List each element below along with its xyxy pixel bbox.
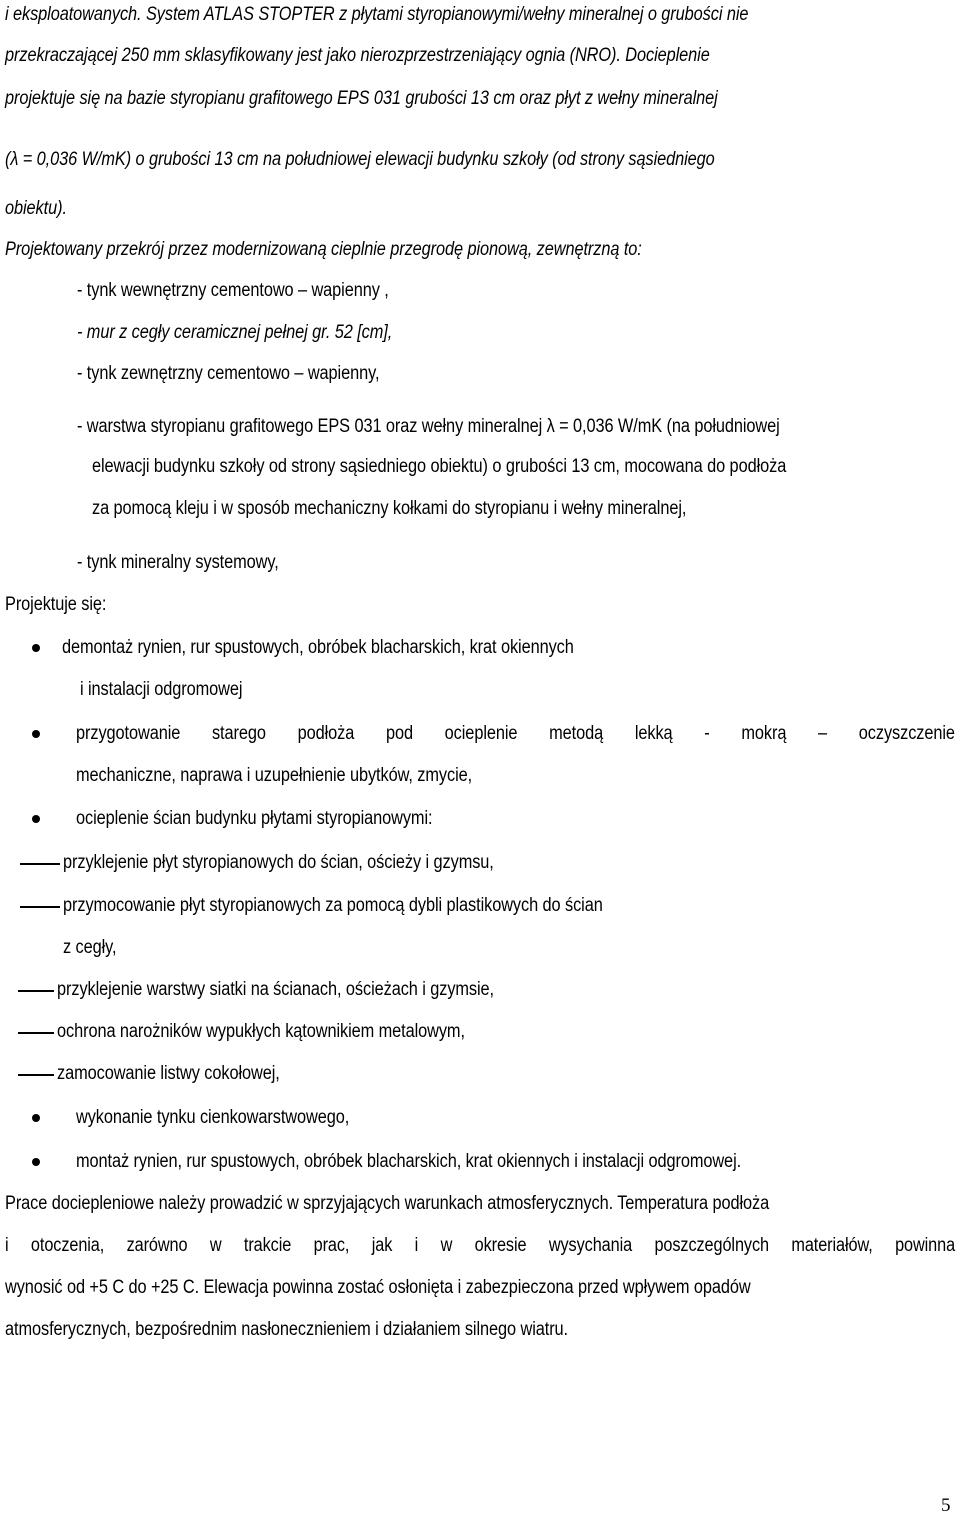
bullet-icon: [32, 644, 40, 652]
paragraph-line: i otoczenia, zarówno w trakcie prac, jak i w okresie wysychania poszczególnych materiałów, powinna: [5, 1235, 956, 1256]
layer-item: - tynk wewnętrzny cementowo – wapienny ,: [77, 280, 389, 301]
dash-marker: [18, 1074, 54, 1076]
layer-item-continuation: za pomocą kleju i w sposób mechaniczny kołkami do styropianu i wełny mineralnej,: [92, 498, 687, 519]
sub-item: przymocowanie płyt styropianowych za pomocą dybli plastikowych do ścian: [63, 895, 603, 916]
sub-item: przyklejenie płyt styropianowych do ścian, ościeży i gzymsu,: [63, 852, 494, 873]
layer-item: - tynk zewnętrzny cementowo – wapienny,: [77, 363, 380, 384]
paragraph-line: atmosferycznych, bezpośrednim nasłonecznieniem i działaniem silnego wiatru.: [5, 1319, 569, 1340]
paragraph-line: obiektu).: [5, 198, 67, 219]
bullet-item: demontaż rynien, rur spustowych, obróbek blacharskich, krat okiennych: [62, 637, 574, 658]
section-intro: Projektowany przekrój przez modernizowaną cieplnie przegrodę pionową, zewnętrzną to:: [5, 239, 642, 260]
dash-marker: [18, 1032, 54, 1034]
paragraph-line: wynosić od +5 C do +25 C. Elewacja powinna zostać osłonięta i zabezpieczona przed wpływem opadów: [5, 1277, 751, 1298]
paragraph-line: (λ = 0,036 W/mK) o grubości 13 cm na południowej elewacji budynku szkoły (od strony sąsiedniego: [5, 149, 715, 170]
paragraph-line: projektuje się na bazie styropianu grafitowego EPS 031 grubości 13 cm oraz płyt z wełny mineralnej: [5, 88, 718, 109]
dash-marker: [20, 906, 60, 908]
section-intro: Projektuje się:: [5, 594, 107, 615]
page-number: 5: [941, 1495, 951, 1516]
layer-item: - mur z cegły ceramicznej pełnej gr. 52 [cm],: [77, 322, 393, 343]
sub-item-continuation: z cegły,: [63, 937, 117, 958]
sub-item: przyklejenie warstwy siatki na ścianach, ościeżach i gzymsie,: [57, 979, 495, 1000]
layer-item-continuation: elewacji budynku szkoły od strony sąsiedniego obiektu) o grubości 13 cm, mocowana do podłoża: [92, 456, 787, 477]
bullet-item: montaż rynien, rur spustowych, obróbek blacharskich, krat okiennych i instalacji odgromowej.: [76, 1151, 742, 1172]
paragraph-line: przekraczającej 250 mm sklasyfikowany jest jako nierozprzestrzeniający ognia (NRO). Docieplenie: [5, 45, 710, 66]
bullet-item-continuation: i instalacji odgromowej: [80, 679, 243, 700]
paragraph-line: i eksploatowanych. System ATLAS STOPTER z płytami styropianowymi/wełny mineralnej o grubości nie: [5, 4, 749, 25]
dash-marker: [18, 990, 54, 992]
sub-item: zamocowanie listwy cokołowej,: [57, 1063, 280, 1084]
sub-item: ochrona narożników wypukłych kątownikiem metalowym,: [57, 1021, 465, 1042]
bullet-icon: [32, 730, 40, 738]
paragraph-line: Prace dociepleniowe należy prowadzić w sprzyjających warunkach atmosferycznych. Temperatura podłoża: [5, 1193, 770, 1214]
bullet-icon: [32, 815, 40, 823]
bullet-icon: [32, 1158, 40, 1166]
layer-item: - tynk mineralny systemowy,: [77, 552, 279, 573]
layer-item: - warstwa styropianu grafitowego EPS 031 oraz wełny mineralnej λ = 0,036 W/mK (na południowej: [77, 416, 780, 437]
bullet-item: ocieplenie ścian budynku płytami styropianowymi:: [76, 808, 433, 829]
bullet-icon: [32, 1114, 40, 1122]
bullet-item: wykonanie tynku cienkowarstwowego,: [76, 1107, 350, 1128]
bullet-item-continuation: mechaniczne, naprawa i uzupełnienie ubytków, zmycie,: [76, 765, 473, 786]
dash-marker: [20, 863, 60, 865]
bullet-item: przygotowanie starego podłoża pod ocieplenie metodą lekką - mokrą – oczyszczenie: [76, 723, 955, 744]
